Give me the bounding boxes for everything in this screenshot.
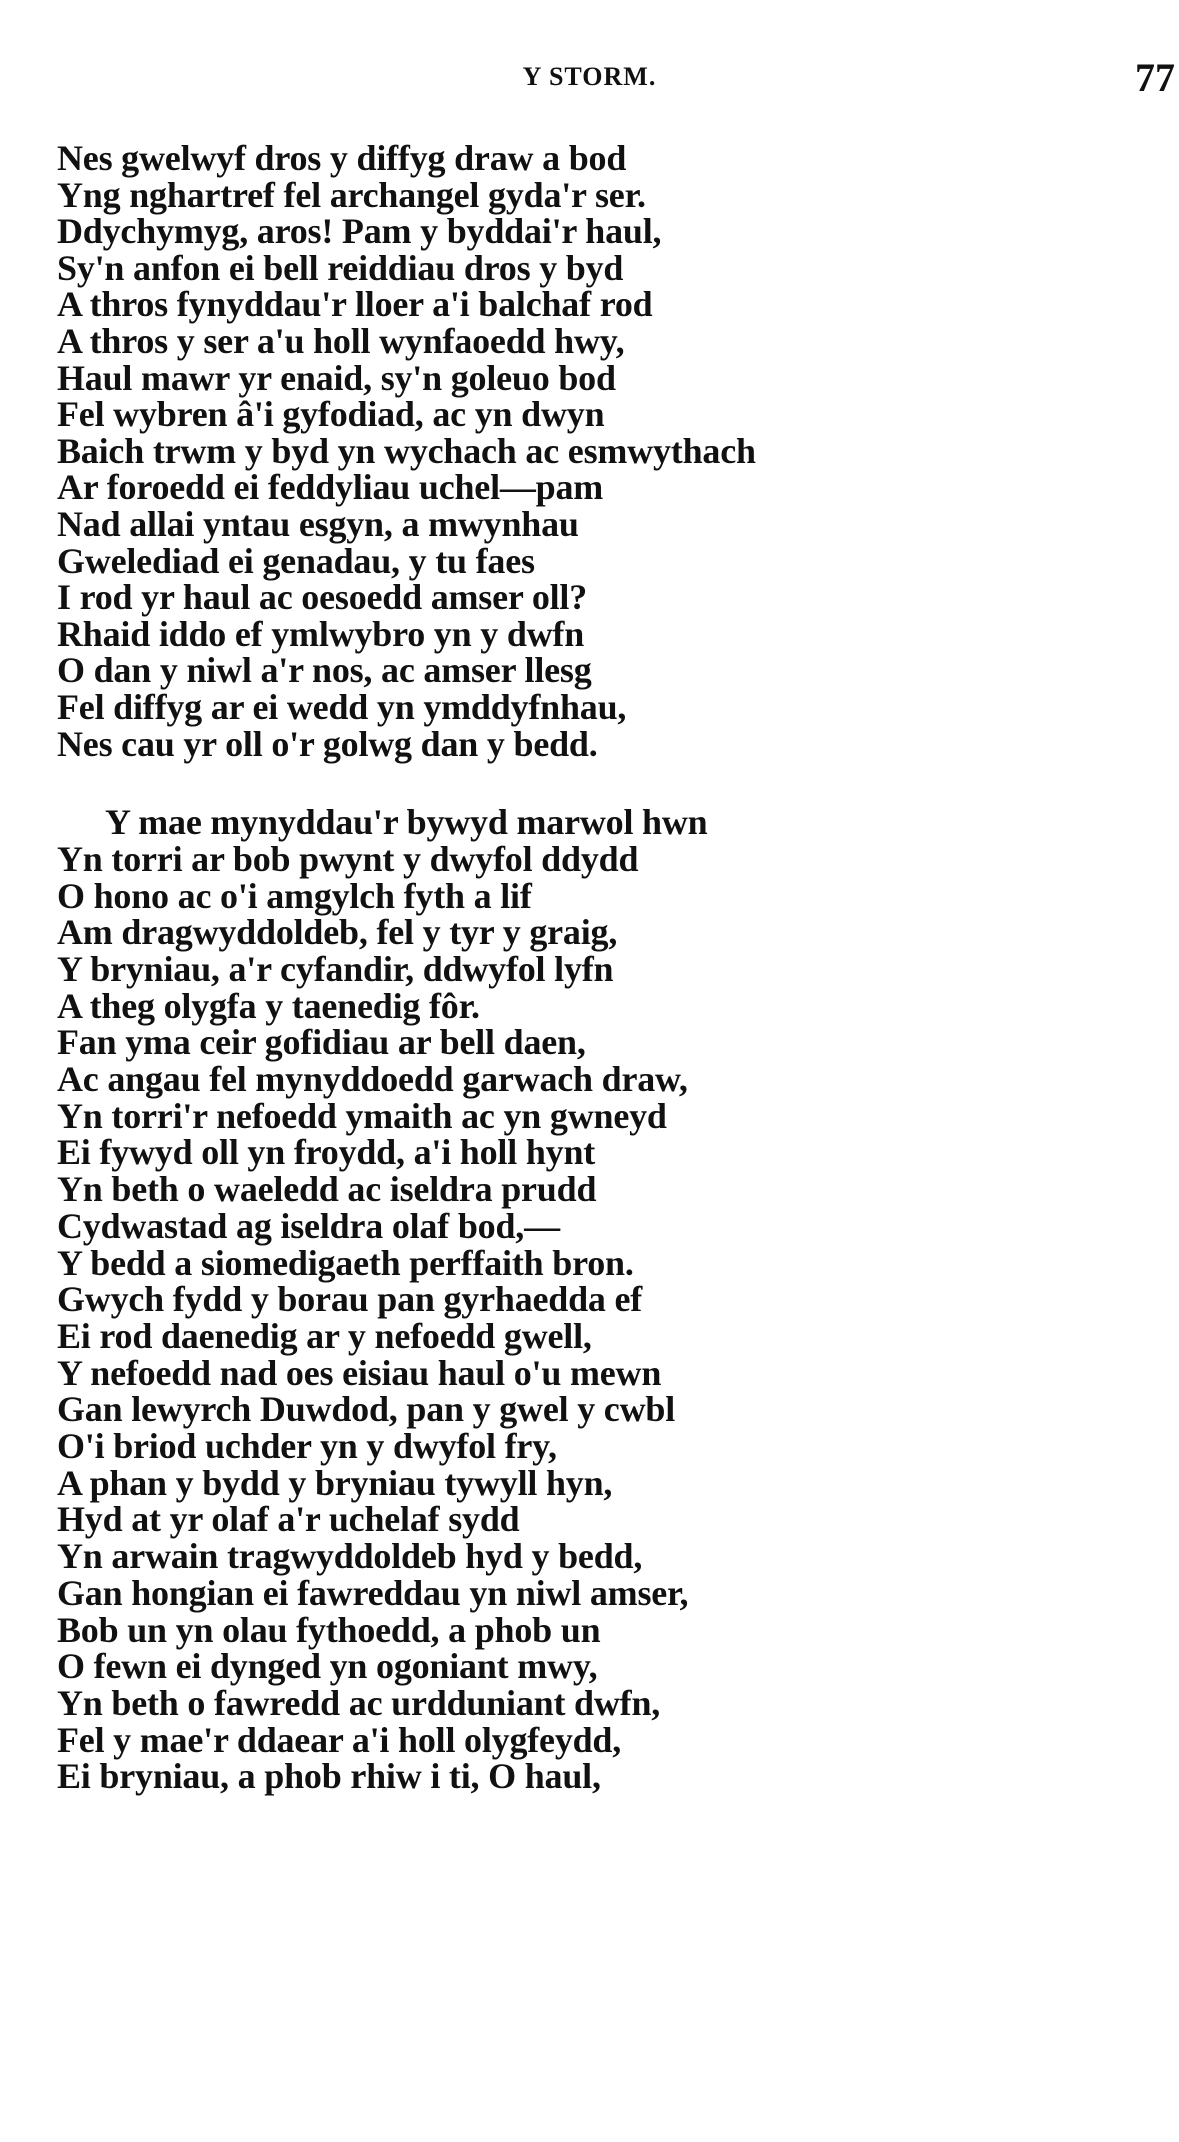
verse-line: O fewn ei dynged yn ogoniant mwy, [57,1646,598,1687]
verse-line: Rhaid iddo ef ymlwybro yn y dwfn [57,613,585,654]
verse-line: Y nefoedd nad oes eisiau haul o'u mewn [57,1352,662,1393]
verse-line: A thros y ser a'u holl wynfaoedd hwy, [57,320,625,361]
verse-line: I rod yr haul ac oesoedd amser oll? [57,577,588,618]
verse-line: Yn torri ar bob pwynt y dwyfol ddydd [57,838,639,879]
stanza-1 [57,140,1157,762]
stanza-2 [57,804,1157,1795]
verse-line: Ei fywyd oll yn froydd, a'i holl hynt [57,1132,596,1173]
verse-line: Y bedd a siomedigaeth perffaith bron. [57,1242,634,1283]
verse-line: A thros fynyddau'r lloer a'i balchaf rod [57,284,653,325]
verse-line: Bob un yn olau fythoedd, a phob un [57,1609,601,1650]
verse-line: Nes cau yr oll o'r golwg dan y bedd. [57,723,598,764]
verse-line: O dan y niwl a'r nos, ac amser llesg [57,650,592,691]
verse-line: Nad allai yntau esgyn, a mwynhau [57,503,579,544]
verse-line: Gwych fydd y borau pan gyrhaedda ef [57,1279,643,1320]
verse-line: O'i briod uchder yn y dwyfol fry, [57,1426,557,1467]
verse-line: Gan lewyrch Duwdod, pan y gwel y cwbl [57,1389,676,1430]
running-title: Y STORM. [522,62,657,91]
verse-line: A phan y bydd y bryniau tywyll hyn, [57,1462,613,1503]
verse-line: Yn beth o fawredd ac urdduniant dwfn, [57,1682,661,1723]
verse-line: Sy'n anfon ei bell reiddiau dros y byd [57,247,624,288]
verse-line: Yn arwain tragwyddoldeb hyd y bedd, [57,1536,643,1577]
verse-line: Fel diffyg ar ei wedd yn ymddyfnhau, [57,686,627,727]
verse-line: Yng nghartref fel archangel gyda'r ser. [57,174,646,215]
verse-line: Am dragwyddoldeb, fel y tyr y graig, [57,912,618,953]
verse-line: Baich trwm y byd yn wychach ac esmwythach [57,430,756,471]
poem-body [57,140,1157,1795]
verse-line: Haul mawr yr enaid, sy'n goleuo bod [57,357,616,398]
verse-line: Ac angau fel mynyddoedd garwach draw, [57,1059,688,1100]
verse-line: Fel y mae'r ddaear a'i holl olygfeydd, [57,1719,622,1760]
verse-line: Yn beth o waeledd ac iseldra prudd [57,1169,597,1210]
verse-line: O hono ac o'i amgylch fyth a lif [57,875,532,916]
verse-line: Ei rod daenedig ar y nefoedd gwell, [57,1315,592,1356]
page-number: 77 [1135,55,1175,100]
verse-line: Yn torri'r nefoedd ymaith ac yn gwneyd [57,1095,667,1136]
verse-line: Y mae mynyddau'r bywyd marwol hwn [105,802,708,843]
verse-line: A theg olygfa y taenedig fôr. [57,985,480,1026]
verse-line: Ddychymyg, aros! Pam y byddai'r haul, [57,211,662,252]
verse-line: Gan hongian ei fawreddau yn niwl amser, [57,1572,689,1613]
running-header [0,55,1179,100]
verse-line: Hyd at yr olaf a'r uchelaf sydd [57,1499,520,1540]
verse-line: Fel wybren â'i gyfodiad, ac yn dwyn [57,394,605,435]
verse-line: Fan yma ceir gofidiau ar bell daen, [57,1022,586,1063]
verse-line: Y bryniau, a'r cyfandir, ddwyfol lyfn [57,948,614,989]
verse-line: Ei bryniau, a phob rhiw i ti, O haul, [57,1756,601,1797]
verse-line: Cydwastad ag iseldra olaf bod,— [57,1205,560,1246]
verse-line: Ar foroedd ei feddyliau uchel—pam [57,467,604,508]
verse-line: Nes gwelwyf dros y diffyg draw a bod [57,138,627,178]
verse-line: Gwelediad ei genadau, y tu faes [57,540,535,581]
